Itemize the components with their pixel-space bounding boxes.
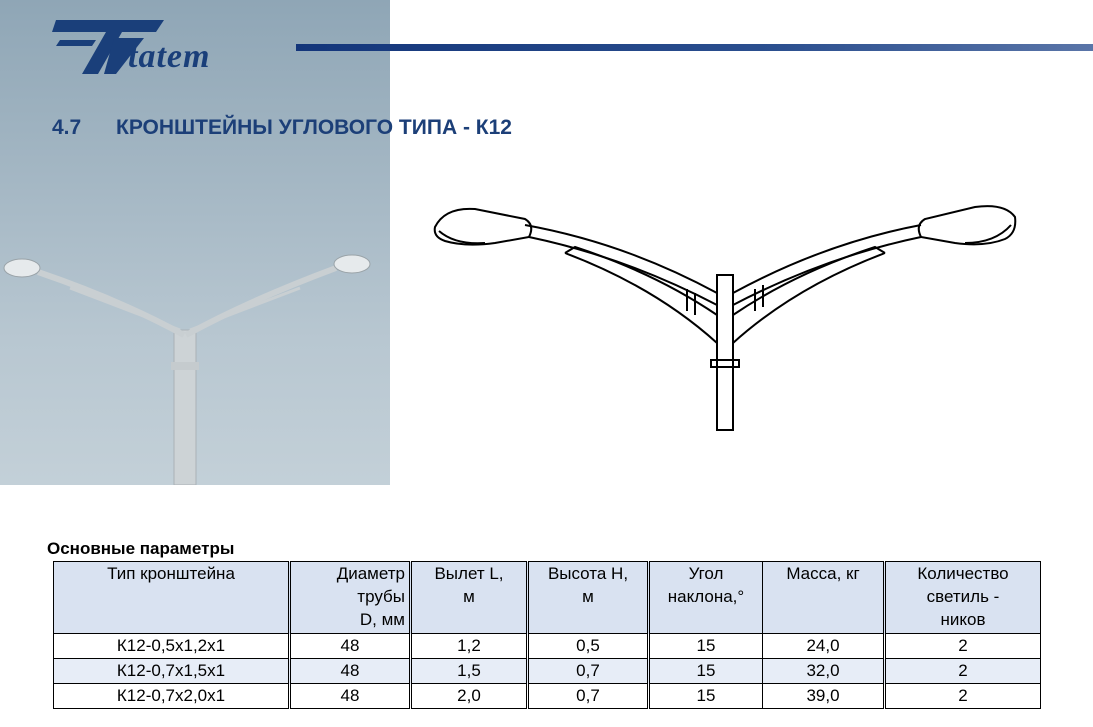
- table-header-row: [54, 562, 1041, 634]
- cell-mass: 32,0: [763, 659, 885, 684]
- params-label: Основные параметры: [47, 539, 235, 558]
- cell-reach: 2,0: [411, 684, 528, 709]
- cell-reach: 1,2: [411, 634, 528, 659]
- header-rule: [296, 44, 1093, 51]
- cell-height: 0,7: [528, 684, 649, 709]
- cell-angle: 15: [649, 684, 763, 709]
- cell-type: К12-0,5х1,2х1: [54, 634, 290, 659]
- header-angle: Угол наклона,°: [649, 562, 763, 634]
- cell-type: К12-0,7х2,0х1: [54, 684, 290, 709]
- cell-diameter: 48: [290, 684, 411, 709]
- header-count: Количество светиль - ников: [885, 562, 1041, 634]
- section-number: 4.7: [52, 116, 82, 139]
- cell-angle: 15: [649, 659, 763, 684]
- logo-wordmark: tatem: [128, 38, 211, 75]
- table-row: [54, 684, 1041, 709]
- section-title: [52, 116, 512, 140]
- header-mass: Масса, кг: [763, 562, 885, 634]
- cell-type: К12-0,7х1,5х1: [54, 659, 290, 684]
- cell-count: 2: [885, 684, 1041, 709]
- cell-mass: 39,0: [763, 684, 885, 709]
- bracket-drawing: [425, 195, 1035, 435]
- cell-reach: 1,5: [411, 659, 528, 684]
- cell-angle: 15: [649, 634, 763, 659]
- cell-count: 2: [885, 634, 1041, 659]
- cell-count: 2: [885, 659, 1041, 684]
- header-height: Высота H, м: [528, 562, 649, 634]
- cell-height: 0,5: [528, 634, 649, 659]
- cell-diameter: 48: [290, 634, 411, 659]
- cell-height: 0,7: [528, 659, 649, 684]
- table-row: [54, 634, 1041, 659]
- header-type: Тип кронштейна: [54, 562, 290, 634]
- table-row: [54, 659, 1041, 684]
- cell-diameter: 48: [290, 659, 411, 684]
- section-title-text: КРОНШТЕЙНЫ УГЛОВОГО ТИПА - К12: [116, 116, 512, 139]
- params-table: [53, 561, 1041, 709]
- cell-mass: 24,0: [763, 634, 885, 659]
- header-diameter: Диаметр трубы D, мм: [290, 562, 411, 634]
- header-reach: Вылет L, м: [411, 562, 528, 634]
